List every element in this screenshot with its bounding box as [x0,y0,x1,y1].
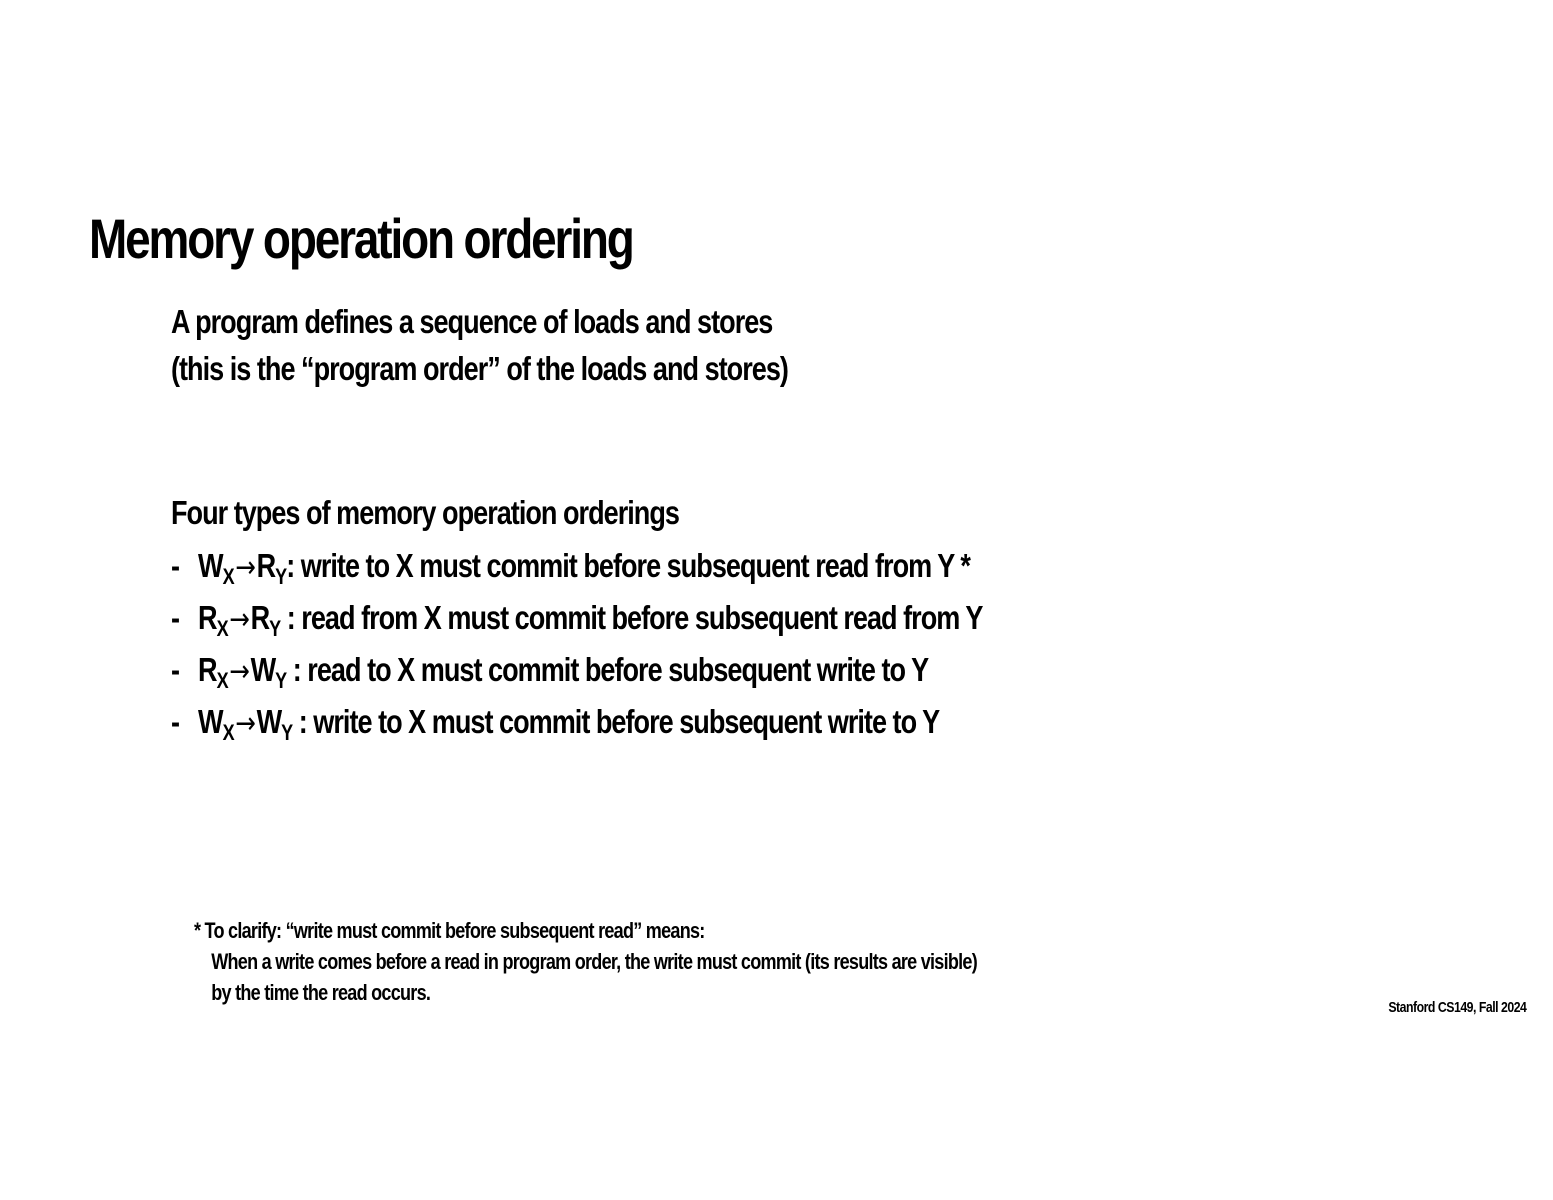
intro-line: (this is the “program order” of the loads and stores) [171,350,788,387]
operation-subscript: X [216,616,228,641]
from-operation [198,599,228,641]
intro-text [171,298,788,392]
bullet-dash: - [171,547,180,584]
to-operation [250,651,287,693]
operation-subscript: X [216,668,228,693]
to-operation [250,599,281,641]
operation-letter: W [256,703,282,740]
bullet-dash: - [171,599,180,636]
operation-letter: W [250,651,276,688]
operation-subscript: Y [269,616,281,641]
operation-subscript: Y [275,668,287,693]
operation-letter: R [250,599,270,636]
footnote-line: by the time the read occurs. [211,980,431,1005]
ordering-description: : write to X must commit before subsequent write to Y [292,703,940,740]
operation-letter: R [198,599,217,636]
footnote-line: * To clarify: “write must commit before subsequent read” means: [194,918,705,943]
ordering-description: : write to X must commit before subsequent read from Y * [286,547,970,584]
from-operation [198,547,234,589]
arrow-icon: → [229,602,249,637]
to-operation [256,547,287,589]
ordering-description: : read to X must commit before subsequent write to Y [286,651,929,688]
course-credit: Stanford CS149, Fall 2024 [1387,999,1526,1016]
arrow-icon: → [229,654,249,689]
ordering-item [171,593,982,645]
arrow-icon: → [235,550,255,585]
bullet-dash: - [171,651,180,688]
operation-subscript: X [222,564,234,589]
operation-subscript: Y [281,720,293,745]
operation-letter: W [198,703,223,740]
intro-line: A program defines a sequence of loads and stores [171,303,773,340]
from-operation [198,651,228,693]
operation-letter: W [198,547,223,584]
footnote-line: When a write comes before a read in program order, the write must commit (its results are visible) [211,949,977,974]
bullet-dash: - [171,703,180,740]
ordering-list [171,541,982,749]
from-operation [198,703,234,745]
operation-subscript: Y [275,564,287,589]
operation-subscript: X [222,720,234,745]
orderings-heading: Four types of memory operation orderings [171,494,679,531]
operation-letter: R [198,651,217,688]
footnote [194,915,977,1008]
orderings-section [171,491,982,749]
slide-title: Memory operation ordering [89,207,633,270]
arrow-icon: → [235,706,255,741]
to-operation [256,703,293,745]
ordering-item [171,541,982,593]
operation-letter: R [256,547,276,584]
ordering-item [171,645,982,697]
ordering-description: : read from X must commit before subsequent read from Y [280,599,983,636]
ordering-item [171,697,982,749]
